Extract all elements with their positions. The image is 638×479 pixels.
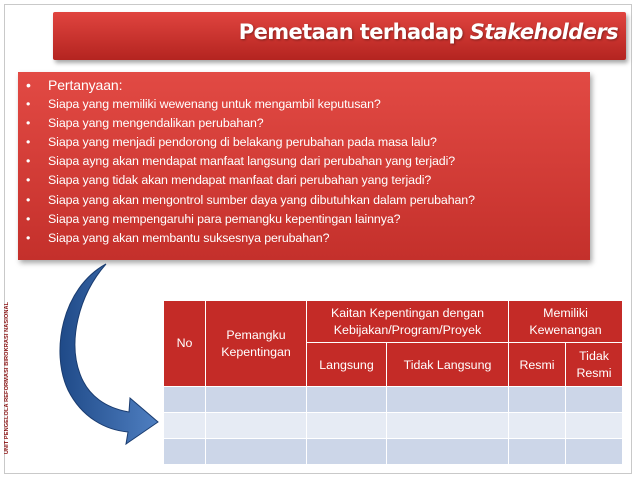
curved-arrow-icon [44, 262, 162, 462]
title-emphasis: Stakeholders [469, 20, 618, 44]
questions-list [18, 72, 590, 248]
table-cell[interactable] [164, 439, 206, 465]
table-cell[interactable] [387, 387, 509, 413]
table-cell[interactable] [206, 439, 307, 465]
col-tidak-langsung: Tidak Langsung [387, 343, 509, 387]
table-cell[interactable] [307, 387, 387, 413]
col-tidak-resmi: Tidak Resmi [566, 343, 623, 387]
table-cell[interactable] [509, 439, 566, 465]
questions-box [18, 72, 590, 260]
side-label [1, 292, 13, 464]
side-label-text: UNIT PENGELOLA REFORMASI BIROKRASI NASIONAL [4, 301, 10, 455]
table-cell[interactable] [387, 413, 509, 439]
table-cell[interactable] [509, 413, 566, 439]
table-cell[interactable] [566, 387, 623, 413]
page-title [239, 20, 618, 44]
col-no: No [164, 301, 206, 387]
table-cell[interactable] [206, 387, 307, 413]
table-cell[interactable] [164, 413, 206, 439]
table-row [164, 413, 623, 439]
table-cell[interactable] [387, 439, 509, 465]
question-item: • Siapa yang mengendalikan perubahan? [26, 114, 590, 133]
question-item: • Siapa yang mempengaruhi para pemangku kepentingan lainnya? [26, 210, 590, 229]
table-cell[interactable] [307, 439, 387, 465]
stakeholder-table [163, 300, 623, 465]
question-item: • Siapa yang menjadi pendorong di belakang perubahan pada masa lalu? [26, 133, 590, 152]
table-cell[interactable] [566, 439, 623, 465]
table-cell[interactable] [566, 413, 623, 439]
col-kaitan: Kaitan Kepentingan dengan Kebijakan/Program/Proyek [307, 301, 509, 343]
questions-heading: • Pertanyaan: [26, 76, 590, 95]
question-item: • Siapa yang memiliki wewenang untuk mengambil keputusan? [26, 95, 590, 114]
title-banner [53, 12, 626, 60]
table-cell[interactable] [307, 413, 387, 439]
col-kewenangan: Memiliki Kewenangan [509, 301, 623, 343]
table-cell[interactable] [509, 387, 566, 413]
table-row [164, 387, 623, 413]
question-item: • Siapa yang akan mengontrol sumber daya yang dibutuhkan dalam perubahan? [26, 191, 590, 210]
question-item: • Siapa yang akan membantu suksesnya perubahan? [26, 229, 590, 248]
col-langsung: Langsung [307, 343, 387, 387]
question-item: • Siapa yang tidak akan mendapat manfaat dari perubahan yang terjadi? [26, 171, 590, 190]
question-item: • Siapa ayng akan mendapat manfaat langsung dari perubahan yang terjadi? [26, 152, 590, 171]
table-cell[interactable] [164, 387, 206, 413]
col-pemangku: Pemangku Kepentingan [206, 301, 307, 387]
col-resmi: Resmi [509, 343, 566, 387]
table-row [164, 439, 623, 465]
table-cell[interactable] [206, 413, 307, 439]
title-prefix: Pemetaan terhadap [238, 20, 470, 44]
